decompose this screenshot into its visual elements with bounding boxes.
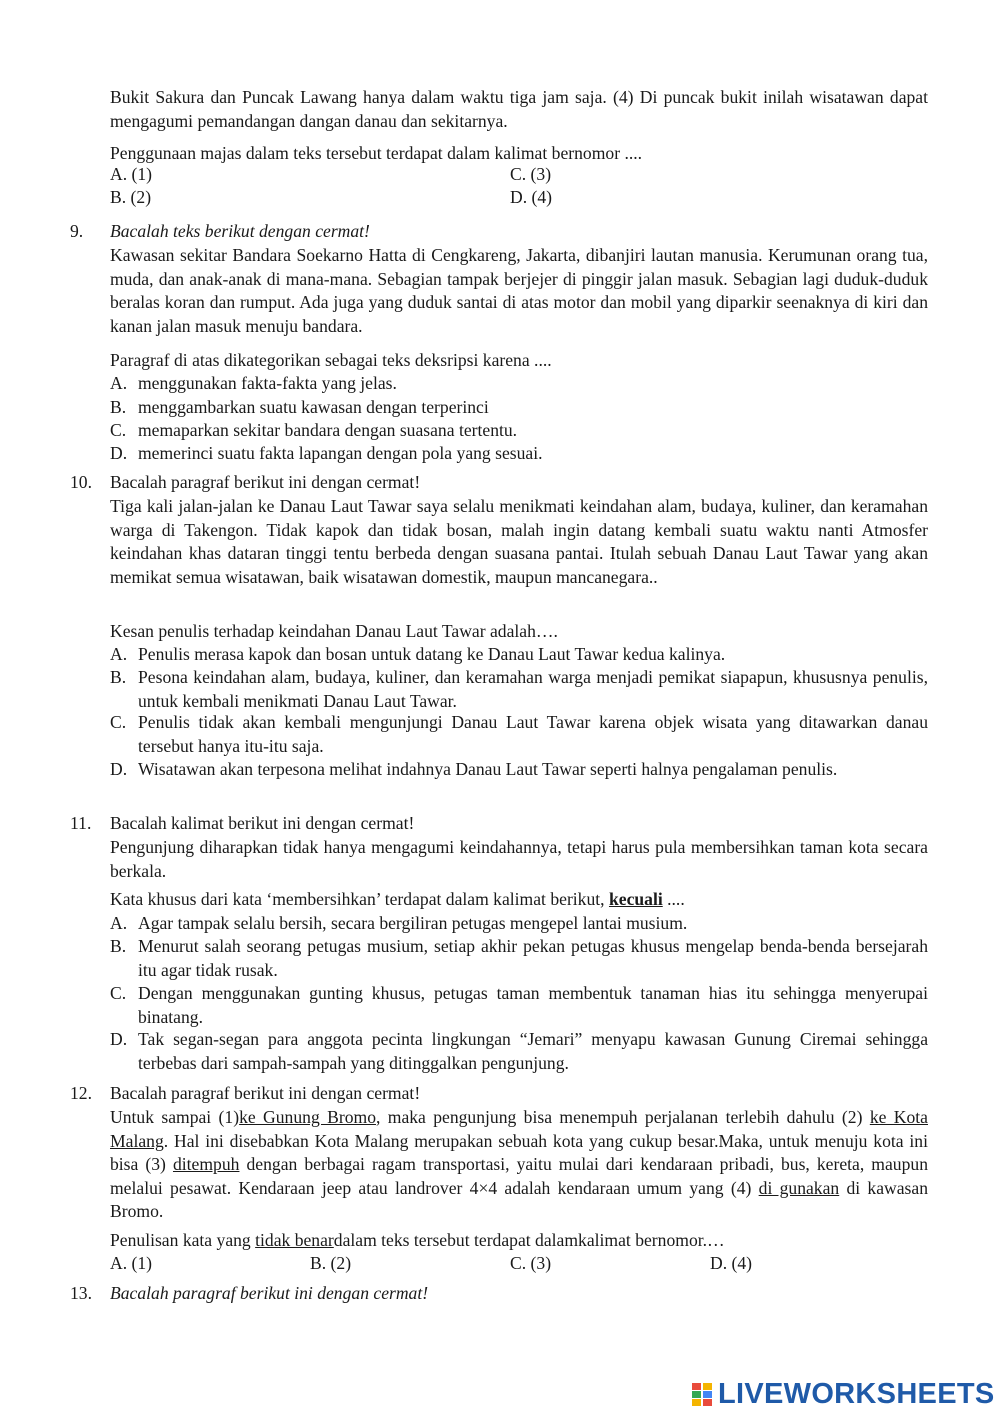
q11-option-a: A. Agar tampak selalu bersih, secara bergiliran petugas mengepel lantai musium. (110, 913, 688, 933)
intro-option-a: A. (1) (110, 164, 153, 184)
q10-question: Kesan penulis terhadap keindahan Danau Laut Tawar adalah…. (110, 621, 558, 641)
intro-option-c: C. (3) (510, 164, 552, 184)
q11-option-c: C. Dengan menggunakan gunting khusus, petugas taman membentuk tanaman hias itu sehingga menyerupai binatang. (110, 983, 928, 1027)
q11-instruction: Bacalah kalimat berikut ini dengan cermat! (110, 813, 415, 833)
q10-option-b: B. Pesona keindahan alam, budaya, kuliner, dan keramahan warga menjadi pemikat siapapun, khususnya penulis, untuk kembali menikmati Danau Laut Tawar. (110, 667, 928, 711)
q12-passage: Untuk sampai (1)ke Gunung Bromo, maka pengunjung bisa menempuh perjalanan terlebih dahulu (2) ke Kota Malang. Hal ini disebabkan Kota Malang merupakan sebuah kota yang cukup besar.Maka, untuk menuju kota ini bisa (3) ditempuh dengan berbagai ragam transportasi, yaitu mulai dari kendaraan pribadi, bus, kereta, maupun melalui pesawat. Kendaraan jeep atau landrover 4×4 adalah kendaraan umum yang (4) di gunakan di kawasan Bromo. (110, 1107, 928, 1222)
q12-instruction: Bacalah paragraf berikut ini dengan cermat! (110, 1083, 421, 1103)
q9-option-b: B. menggambarkan suatu kawasan dengan terperinci (110, 397, 489, 417)
intro-passage: Bukit Sakura dan Puncak Lawang hanya dalam waktu tiga jam saja. (4) Di puncak bukit inilah wisatawan dapat mengagumi pemandangan dangan danau dan sekitarnya. (110, 87, 928, 131)
liveworksheets-logo (692, 1377, 995, 1411)
q9-option-a: A. menggunakan fakta-fakta yang jelas. (110, 373, 397, 393)
q10-option-d: D. Wisatawan akan terpesona melihat indahnya Danau Laut Tawar seperti halnya pengalaman penulis. (110, 759, 838, 779)
q9-option-d: D. memerinci suatu fakta lapangan dengan pola yang sesuai. (110, 443, 543, 463)
q11-keyword: kecuali (608, 889, 663, 909)
q12-option-b: B. (2) (310, 1253, 352, 1273)
q12-option-d: D. (4) (710, 1253, 753, 1273)
q9-question: Paragraf di atas dikategorikan sebagai teks deksripsi karena .... (110, 350, 552, 370)
q9-instruction: Bacalah teks berikut dengan cermat! (110, 221, 370, 241)
liveworksheets-logo-icon (692, 1381, 714, 1407)
q12-question: Penulisan kata yang tidak benardalam teks tersebut terdapat dalamkalimat bernomor.… (110, 1230, 725, 1250)
q13-instruction: Bacalah paragraf berikut ini dengan cermat! (110, 1283, 429, 1303)
q10-option-a: A. Penulis merasa kapok dan bosan untuk datang ke Danau Laut Tawar kedua kalinya. (110, 644, 726, 664)
q12-option-c: C. (3) (510, 1253, 552, 1273)
q9-passage: Kawasan sekitar Bandara Soekarno Hatta di Cengkareng, Jakarta, dibanjiri lautan manusia. Kerumunan orang tua, muda, dan anak-anak di mana-mana. Sebagian tampak berjejer di pinggir jalan masuk. Sebagian lagi duduk-duduk beralas koran dan rumput. Ada juga yang duduk santai di atas motor dan mobil yang diparkir seenaknya di kiri dan kanan jalan masuk menuju bandara. (110, 245, 928, 336)
q12-number: 12. (70, 1083, 92, 1103)
intro-question: Penggunaan majas dalam teks tersebut terdapat dalam kalimat bernomor .... (110, 143, 643, 163)
q11-option-d: D. Tak segan-segan para anggota pecinta lingkungan “Jemari” menyapu kawasan Gunung Ciremai sehingga terbebas dari sampah-sampah yang ditinggalkan pengunjung. (110, 1029, 928, 1073)
q9-option-c: C. memaparkan sekitar bandara dengan suasana tertentu. (110, 420, 518, 440)
q10-option-c: C. Penulis tidak akan kembali mengunjungi Danau Laut Tawar karena objek wisata yang ditawarkan danau tersebut hanya itu-itu saja. (110, 712, 928, 756)
q11-option-b: B. Menurut salah seorang petugas musium, setiap akhir pekan petugas khusus mengelap benda-benda bersejarah itu agar tidak rusak. (110, 936, 928, 980)
q10-number: 10. (70, 472, 92, 492)
q11-question: Kata khusus dari kata ‘membersihkan’ terdapat dalam kalimat berikut, kecuali .... (110, 889, 685, 909)
q11-passage: Pengunjung diharapkan tidak hanya mengagumi keindahannya, tetapi harus pula membersihkan taman kota secara berkala. (110, 837, 928, 881)
intro-option-d: D. (4) (510, 187, 553, 207)
q9-number: 9. (70, 221, 84, 241)
q13-number: 13. (70, 1283, 92, 1303)
q10-instruction: Bacalah paragraf berikut ini dengan cermat! (110, 472, 421, 492)
liveworksheets-logo-text: LIVEWORKSHEETS (718, 1377, 995, 1410)
q12-option-a: A. (1) (110, 1253, 153, 1273)
q11-number: 11. (70, 813, 92, 833)
q10-passage: Tiga kali jalan-jalan ke Danau Laut Tawar saya selalu menikmati keindahan alam, budaya, kuliner, dan keramahan warga di Takengon. Tidak kapok dan tidak bosan, malah ingin datang kembali suatu waktu nanti Atmosfer keindahan khas dataran tinggi tentu berbeda dengan suasana pantai. Itulah sebuah Danau Laut Tawar yang akan memikat semua wisatawan, baik wisatawan domestik, maupun mancanegara.. (110, 496, 928, 587)
intro-option-b: B. (2) (110, 187, 152, 207)
